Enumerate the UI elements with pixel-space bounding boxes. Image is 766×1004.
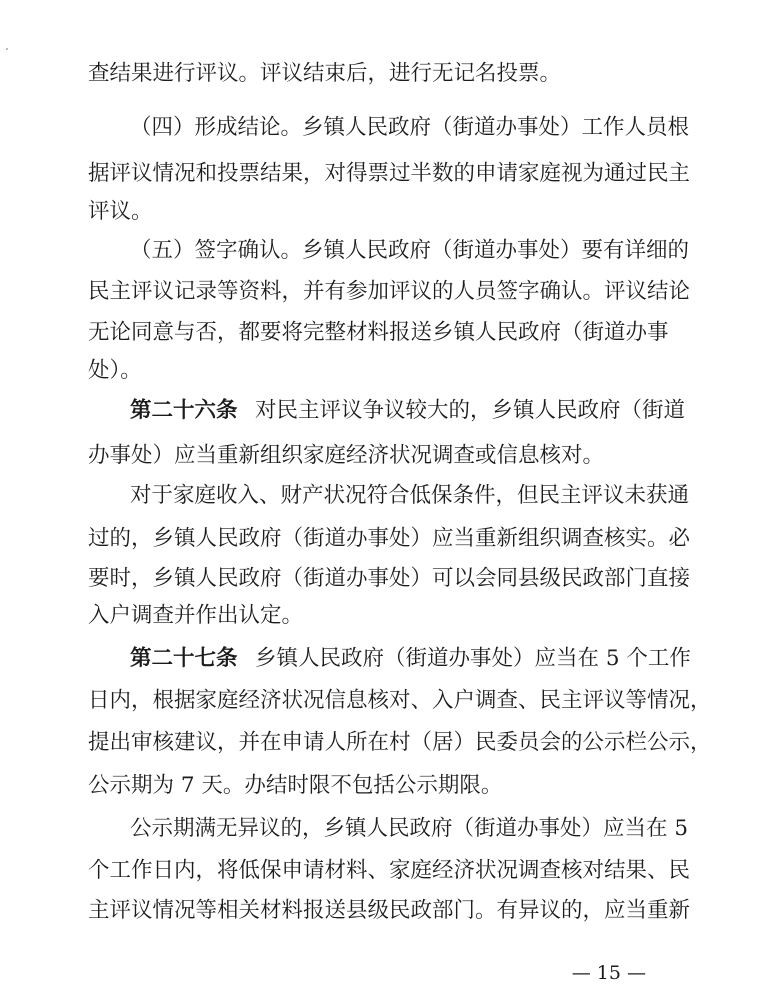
article-heading: 第二十七条	[130, 646, 238, 671]
text-line: 民主评议记录等资料，并有参加评议的人员签字确认。评议结论	[88, 279, 691, 304]
text-line: 查结果进行评议。评议结束后，进行无记名投票。	[88, 61, 562, 86]
text-line: 对民主评议争议较大的，乡镇人民政府（街道	[255, 398, 686, 423]
text-line: 对于家庭收入、财产状况符合低保条件，但民主评议未获通	[130, 483, 690, 508]
text-line: 办事处）应当重新组织家庭经济状况调查或信息核对。	[88, 443, 605, 468]
text-line: 日内，根据家庭经济状况信息核对、入户调查、民主评议等情况，	[88, 688, 712, 713]
text-line: 公示期满无异议的，乡镇人民政府（街道办事处）应当在 5	[130, 816, 689, 841]
scan-mark	[6, 48, 8, 50]
text-line: 处）。	[88, 358, 142, 383]
text-line: 乡镇人民政府（街道办事处）应当在 5 个工作	[255, 646, 691, 671]
text-line: 据评议情况和投票结果，对得票过半数的申请家庭视为通过民主	[88, 161, 691, 186]
text-line: 过的，乡镇人民政府（街道办事处）应当重新组织调查核实。必	[88, 526, 691, 551]
text-line: 无论同意与否，都要将完整材料报送乡镇人民政府（街道办事	[88, 320, 669, 345]
text-line: 入户调查并作出认定。	[88, 603, 304, 628]
text-line: 评议。	[88, 199, 153, 224]
text-line: 个工作日内，将低保申请材料、家庭经济状况调查核对结果、民	[88, 858, 691, 883]
article-heading: 第二十六条	[130, 398, 238, 423]
page-number: — 15 —	[571, 962, 646, 984]
text-line: 公示期为 7 天。办结时限不包括公示期限。	[88, 773, 503, 798]
text-line: （四）形成结论。乡镇人民政府（街道办事处）工作人员根	[130, 115, 690, 140]
text-line: 要时，乡镇人民政府（街道办事处）可以会同县级民政部门直接	[88, 566, 691, 591]
text-line: （五）签字确认。乡镇人民政府（街道办事处）要有详细的	[130, 238, 690, 263]
text-line: 提出审核建议，并在申请人所在村（居）民委员会的公示栏公示，	[88, 730, 712, 755]
text-line: 主评议情况等相关材料报送县级民政部门。有异议的，应当重新	[88, 898, 691, 923]
